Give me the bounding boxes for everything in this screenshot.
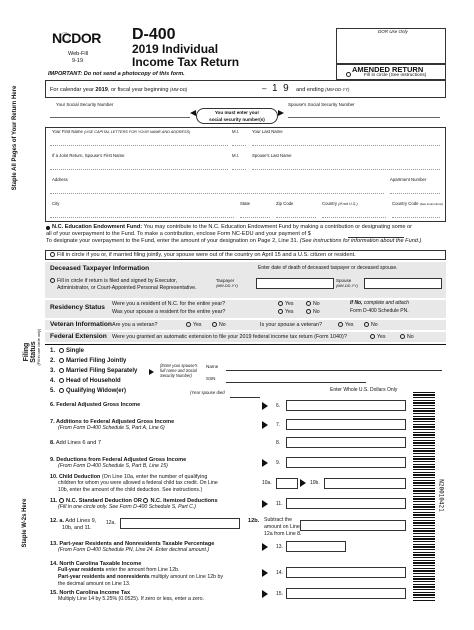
filing-hoh-circle[interactable] — [59, 378, 64, 383]
spouse-note-3: Security Number) — [160, 373, 192, 378]
veteran-q2: Is your spouse a veteran? — [260, 322, 323, 328]
residency-title: Residency Status — [50, 304, 105, 311]
spouse-name-input[interactable] — [226, 364, 442, 371]
endowment-bullet — [46, 226, 50, 230]
line14-no: 14. — [50, 561, 58, 567]
filing-mfs[interactable] — [50, 368, 137, 378]
veteran-q1-no-circle[interactable] — [212, 322, 217, 327]
line15-no: 15. — [50, 590, 58, 596]
ssn-callout-line1: You must enter your — [214, 110, 260, 115]
line12b-text1: Subtract the — [264, 517, 292, 523]
first-name-input[interactable] — [50, 136, 228, 146]
line6-input[interactable] — [286, 400, 406, 411]
widow-year-input[interactable] — [230, 391, 260, 398]
line15-ref: 15. — [276, 591, 283, 597]
calendar-year-end: 1 9 — [272, 83, 289, 94]
extension-no-text: No — [407, 333, 414, 340]
zip-input[interactable] — [276, 208, 316, 218]
itemized-circle[interactable] — [143, 498, 148, 503]
residency-q2-yes[interactable] — [278, 309, 293, 316]
filing-mfs-no: 3. — [50, 368, 56, 375]
title-line2: Income Tax Return — [132, 55, 240, 69]
line12a-no: 12. a. — [50, 518, 64, 524]
line6-text: Federal Adjusted Gross Income — [56, 402, 141, 408]
line14-arrow-icon — [262, 569, 268, 577]
endowment-note: (See instructions for information about the Fund.) — [298, 238, 422, 244]
filing-status-sublabel: (Fill in one circle only) — [36, 328, 41, 366]
usd-note: Enter Whole U.S. Dollars Only — [330, 387, 398, 393]
address-label: Address — [52, 177, 68, 182]
country-code-input[interactable] — [392, 208, 440, 218]
line13-text: Part-year Residents and Nonresidents Taxable Percentage — [59, 541, 215, 547]
line9-ref: 9. — [276, 460, 281, 466]
filing-mfj-no: 2. — [50, 358, 56, 365]
executor-text2: Administrator, or Court-Appointed Personal Representative. — [57, 285, 197, 291]
line12b-text2: amount on Line — [264, 524, 300, 530]
residency-q2-yes-text: Yes — [285, 308, 294, 315]
line12a-sub: 10b, and 11. — [62, 525, 92, 531]
line15-input[interactable] — [286, 588, 406, 599]
line8-text: Add Lines 6 and 7 — [55, 440, 102, 446]
extension-yes-text: Yes — [377, 333, 386, 340]
spouse-last-label: Spouse's Last Name — [252, 153, 292, 158]
residency-q1-no-circle[interactable] — [306, 301, 311, 306]
residency-q1-yes-circle[interactable] — [278, 301, 283, 306]
your-ssn-label: Your Social Security Number — [56, 102, 114, 107]
filing-status-top-rule — [45, 344, 446, 345]
line12b-input[interactable] — [300, 520, 406, 531]
veteran-q2-no-text: No — [371, 321, 378, 328]
endowment-line1 — [52, 224, 412, 230]
line11-text: N.C. Standard Deduction OR — [66, 498, 142, 504]
residency-q1-no[interactable] — [306, 301, 320, 308]
barcode-number: N20010421 — [437, 479, 445, 512]
spouse-ssn-label-fs: SSN — [206, 376, 216, 381]
calendar-mmdd1: (MM-DD) — [170, 87, 188, 92]
line14-part-year: Part-year residents and nonresidents — [58, 574, 150, 580]
spouse-note-2: full name and Social — [160, 368, 197, 373]
line14-input[interactable] — [286, 567, 406, 578]
line10b-arrow-icon — [300, 479, 306, 487]
country-input[interactable] — [322, 208, 386, 218]
veteran-q2-no[interactable] — [364, 322, 378, 329]
residency-note1: If No, complete and attach — [350, 300, 409, 306]
filing-hoh-no: 4. — [50, 378, 56, 385]
right-arrow-icon — [278, 110, 284, 116]
veteran-q1: Are you a veteran? — [112, 322, 158, 328]
calendar-dash: – — [262, 84, 267, 93]
line8-no: 8. — [50, 440, 55, 446]
first-name-label — [52, 130, 190, 135]
fiscal-end-input[interactable] — [350, 84, 440, 94]
std-deduction-circle[interactable] — [59, 498, 64, 503]
line11-itemized: N.C. Itemized Deductions — [150, 498, 218, 504]
endowment-text3: To designate your overpayment to the Fund, enter the amount of your designation on Page 2, Line 31. — [46, 238, 299, 244]
out-of-country-row[interactable] — [50, 252, 356, 258]
veteran-q2-yes-text: Yes — [345, 321, 354, 328]
spouse-ssn-input[interactable] — [288, 108, 440, 118]
residency-q2-no-text: No — [313, 308, 320, 315]
line11-arrow-icon — [262, 500, 268, 508]
filing-hoh[interactable] — [50, 378, 137, 388]
residency-q2-no[interactable] — [306, 309, 320, 316]
deceased-title: Deceased Taxpayer Information — [50, 265, 150, 272]
fiscal-begin-input[interactable] — [232, 84, 258, 94]
calendar-text-b: , or fiscal year beginning — [107, 87, 171, 93]
line12b-label: 12b. — [248, 518, 260, 524]
line10b-input[interactable] — [324, 478, 406, 489]
spouse-arrow-icon — [149, 369, 154, 375]
line15-sub: Multiply Line 14 by 5.25% (0.0525). If zero or less, enter a zero. — [58, 596, 204, 602]
filing-single-no: 1. — [50, 348, 56, 355]
country-text: Country — [322, 201, 338, 206]
residency-q1-yes-text: Yes — [285, 300, 294, 307]
endowment-text1: You may contribute to the N.C. Education Endowment Fund by making a contribution or designating some or — [142, 224, 413, 230]
calendar-text-c: and ending — [296, 87, 326, 93]
residency-q2-yes-circle[interactable] — [278, 309, 283, 314]
amended-sub: Fill in circle (See instructions) — [364, 73, 427, 78]
line6-label — [50, 402, 140, 408]
spouse-ssn-input-fs[interactable] — [226, 376, 366, 383]
taxpayer-death-fmt: (MM-DD-YY) — [216, 284, 238, 288]
out-of-country-circle[interactable] — [50, 252, 55, 257]
spouse-name-label: Name — [206, 364, 219, 369]
endowment-amount-input[interactable] — [348, 231, 404, 238]
left-arrow-icon — [190, 110, 196, 116]
logo-dor: DOR — [71, 30, 101, 46]
logo-seal-icon — [60, 32, 70, 42]
line13-no: 13. — [50, 541, 58, 547]
veteran-q1-yes-text: Yes — [193, 321, 202, 328]
line12a-ref: 12a. — [106, 520, 116, 526]
residency-q2-no-circle[interactable] — [306, 309, 311, 314]
apt-input[interactable] — [390, 184, 440, 194]
line14-ref: 14. — [276, 570, 283, 576]
country-code-note: (See instructions) — [419, 202, 444, 206]
filing-mfj-circle[interactable] — [59, 358, 64, 363]
line6-ref: 6. — [276, 403, 281, 409]
mi2-input[interactable] — [232, 160, 246, 170]
filing-mfj-text: Married Filing Jointly — [66, 358, 127, 365]
line7-input[interactable] — [286, 419, 406, 430]
line12a-input[interactable] — [120, 518, 240, 529]
extension-q: Were you granted an automatic extension to file your 2019 federal income tax return (Form 1040)? — [112, 334, 347, 340]
line7-sub: (From Form D-400 Schedule S, Part A, Line 6) — [58, 425, 165, 431]
amended-radio[interactable] — [346, 72, 353, 79]
line10-no: 10. — [50, 474, 58, 480]
filing-status-label: Filing Status — [23, 341, 37, 363]
line14-full-year-text: enter the amount from Line 12b. — [104, 567, 180, 573]
executor-text1: Fill in circle if return is filed and signed by Executor, — [57, 278, 178, 284]
line14-part-year-text: multiply amount on Line 12b by — [149, 574, 223, 580]
line7-text: Additions to Federal Adjusted Gross Income — [56, 419, 175, 425]
filing-widow-text: Qualifying Widow(er) — [66, 388, 126, 395]
filing-mfj[interactable] — [50, 358, 137, 368]
first-name-text: Your First Name — [52, 129, 83, 134]
line6-arrow-icon — [262, 402, 268, 410]
line9-sub: (From Form D-400 Schedule S, Part B, Line 15) — [58, 463, 168, 469]
filing-mfs-circle[interactable] — [59, 368, 64, 373]
first-name-note: (USE CAPITAL LETTERS FOR YOUR NAME AND ADDRESS) — [84, 130, 191, 134]
taxpayer-text: Taxpayer — [216, 278, 235, 283]
taxpayer-death-input[interactable] — [256, 278, 334, 289]
calendar-year: 2019 — [95, 87, 108, 93]
filing-widow-no: 5. — [50, 388, 56, 395]
spouse-first-label: If a Joint Return, Spouse's First Name — [52, 153, 125, 158]
line13-sub: (From Form D-400 Schedule PN, Line 24. Enter decimal amount.) — [58, 547, 210, 553]
executor-circle[interactable] — [50, 278, 55, 283]
zip-label: Zip Code — [276, 201, 294, 206]
line7-ref: 7. — [276, 422, 281, 428]
residency-note2: Form D-400 Schedule PN. — [350, 308, 409, 314]
your-ssn-input[interactable] — [50, 108, 190, 118]
filing-single[interactable] — [50, 348, 137, 358]
line14-text: North Carolina Taxable Income — [59, 561, 142, 567]
line9-input[interactable] — [286, 457, 406, 468]
title-line1: 2019 Individual — [132, 42, 219, 56]
veteran-q2-yes[interactable] — [338, 322, 353, 329]
line8-input[interactable] — [286, 437, 406, 448]
filing-single-circle[interactable] — [59, 348, 64, 353]
mi1-label: M.I. — [232, 129, 240, 134]
veteran-q1-yes[interactable] — [186, 322, 201, 329]
line10-desc1: (On Line 10a, enter the number of qualifying — [101, 474, 208, 480]
revision-label: 9-19 — [72, 58, 84, 64]
city-input[interactable] — [50, 208, 234, 218]
line13-arrow-icon — [262, 543, 268, 551]
line9-no: 9. — [50, 457, 55, 463]
veteran-q2-no-circle[interactable] — [364, 322, 369, 327]
apt-label: Apartment Number — [390, 177, 427, 182]
state-input[interactable] — [240, 208, 270, 218]
line10-text: Child Deduction — [59, 474, 101, 480]
veteran-q2-yes-circle[interactable] — [338, 322, 343, 327]
spouse-note-1: (Enter your spouse's — [160, 363, 198, 368]
amended-title: AMENDED RETURN — [352, 65, 424, 74]
calendar-text-a: For calendar year — [50, 87, 96, 93]
line13-input[interactable] — [286, 541, 346, 552]
mi2-label: M.I. — [232, 153, 240, 158]
filing-hoh-text: Head of Household — [66, 378, 121, 385]
line11-no: 11. — [50, 498, 58, 504]
residency-q1-no-text: No — [313, 300, 320, 307]
line12b-text3: 12a from Line 8. — [264, 531, 302, 537]
line14-desc3: the decimal amount on Line 13. — [58, 581, 131, 587]
filing-mfs-text: Married Filing Separately — [66, 368, 138, 375]
spouse-death-input[interactable] — [364, 278, 442, 289]
calendar-ending-row — [296, 87, 349, 93]
spouse-last-input[interactable] — [252, 160, 440, 170]
line6-no: 6. — [50, 402, 55, 408]
staple-w2-label: Staple W-2s Here — [22, 498, 28, 548]
deceased-date-label: Enter date of death of deceased taxpayer or deceased spouse. — [258, 265, 398, 271]
extension-no[interactable] — [400, 334, 414, 341]
line7-arrow-icon — [262, 421, 268, 429]
spouse-ssn-label: Spouse's Social Security Number — [288, 102, 355, 107]
endowment-label: N.C. Education Endowment Fund: — [52, 224, 143, 230]
line11-ref: 11. — [276, 501, 283, 507]
last-name-label: Your Last Name — [252, 129, 283, 134]
spouse-death-label: Spouse — [336, 278, 352, 283]
line7-no: 7. — [50, 419, 55, 425]
line10-desc3: 10b, enter the amount of the child deduction. See instructions.) — [58, 487, 203, 493]
important-notice: IMPORTANT: Do not send a photocopy of this form. — [48, 71, 185, 77]
city-label: City — [52, 201, 60, 206]
line12a-label — [50, 518, 96, 524]
web-fill-label: Web-Fill — [68, 51, 89, 57]
address-input[interactable] — [50, 184, 384, 194]
extension-no-circle[interactable] — [400, 334, 405, 339]
filing-single-text: Single — [66, 348, 85, 355]
residency-q1-yes[interactable] — [278, 301, 293, 308]
dor-use-only-label: DOR Use Only — [378, 29, 408, 34]
calendar-mmdd2: (MM-DD-YY) — [325, 87, 350, 92]
mi1-input[interactable] — [232, 136, 246, 146]
amended-circle[interactable] — [346, 72, 351, 77]
filing-widow-circle[interactable] — [59, 388, 64, 393]
country-label — [322, 202, 358, 207]
line10b-ref: 10b. — [310, 480, 320, 486]
state-label: State — [240, 201, 251, 206]
out-of-country-text: Fill in circle if you or, if married filing jointly, your spouse were out of the country on April 15 and a U.S. citizen or resident. — [57, 252, 356, 258]
veteran-q1-no-text: No — [219, 321, 226, 328]
line13-ref: 13. — [276, 544, 283, 550]
line10a-input[interactable] — [276, 478, 298, 489]
staple-all-pages-label: Staple All Pages of Your Return Here — [12, 85, 18, 191]
spouse-first-input[interactable] — [50, 160, 228, 170]
endowment-line2: all of your overpayment to the Fund. To make a contribution, enclose Form NC-EDU and your payment of $ — [46, 231, 311, 237]
line12a-text: Add Lines 9, — [65, 518, 97, 524]
filing-widow[interactable] — [50, 388, 137, 398]
form-id: D-400 — [132, 26, 176, 43]
line15-text: North Carolina Income Tax — [59, 590, 131, 596]
line15-arrow-icon — [262, 590, 268, 598]
line9-arrow-icon — [262, 459, 268, 467]
veteran-q1-no[interactable] — [212, 322, 226, 329]
last-name-input[interactable] — [252, 136, 440, 146]
taxpayer-death-label — [216, 278, 234, 283]
country-code-label — [392, 202, 443, 207]
line14-full-year: Full-year residents — [58, 567, 105, 573]
endowment-line3 — [46, 238, 421, 244]
line9-text: Deductions from Federal Adjusted Gross Income — [56, 457, 187, 463]
executor-row[interactable] — [50, 278, 177, 284]
ssn-callout-line2: social security number(s) — [209, 117, 265, 122]
country-note: (If not U.S.) — [338, 202, 358, 206]
line8-label — [50, 440, 101, 446]
line11-sub: (Fill in one circle only. See Form D-400 Schedule S, Part C.) — [58, 504, 196, 510]
country-code-text: Country Code — [392, 201, 419, 206]
extension-yes[interactable] — [370, 334, 385, 341]
logo-nc: NC — [52, 30, 72, 46]
ncdor-logo — [52, 30, 101, 48]
line8-ref: 8. — [276, 440, 281, 446]
calendar-year-row — [50, 87, 187, 93]
line11-input[interactable] — [286, 498, 406, 509]
filing-status-list — [50, 348, 137, 398]
line10a-ref: 10a. — [262, 480, 272, 486]
extension-title: Federal Extension — [50, 333, 107, 340]
widow-note: (Year spouse died — [190, 390, 225, 395]
veteran-title: Veteran Information — [50, 321, 112, 328]
line10-desc2: children for whom you were allowed a federal child tax credit. On Line — [58, 480, 218, 486]
spouse-death-fmt: (MM-DD-YY) — [336, 284, 358, 288]
residency-q2: Was your spouse a resident for the entire year? — [112, 309, 226, 315]
barcode — [413, 392, 435, 602]
veteran-q1-yes-circle[interactable] — [186, 322, 191, 327]
extension-yes-circle[interactable] — [370, 334, 375, 339]
residency-q1: Were you a resident of N.C. for the entire year? — [112, 301, 226, 307]
